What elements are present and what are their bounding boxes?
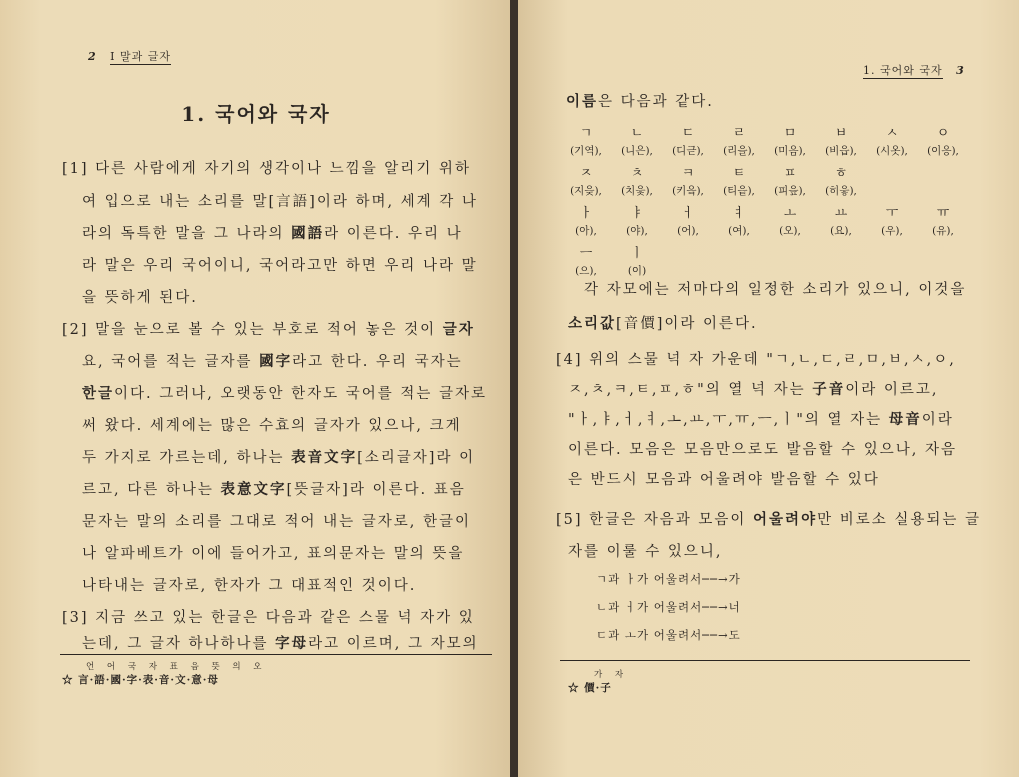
right-intro-line [566,90,714,111]
text-run: 나 알파베트가 이에 들어가고, 표의문자는 말의 뜻을 [82,546,465,562]
jamo-cell [711,202,767,238]
left-body-line [82,382,487,403]
jamo-cell [915,202,971,238]
left-body-line [82,542,464,563]
right-running-head-text: 1. 국어와 국자 [863,64,943,77]
right-body-line [568,378,939,399]
text-run: [1] 다른 사람에게 자기의 생각이나 느낌을 알리기 위하 [62,161,471,177]
text-run: [소리글자]라 이 [357,450,476,466]
jamo-glyph: ㅡ [579,246,593,261]
text-run: [5] 한글은 자음과 모음이 [556,512,754,528]
left-body-line [62,318,475,339]
left-footnote-ruby: 언 어 국 자 표 음 뜻 의 오 [86,662,267,672]
jamo-name: (리을), [723,145,755,157]
text-run: 라고 이르며, 그 자모의 [308,636,479,652]
jamo-cell [711,162,767,198]
jamo-name: (시옷), [876,145,908,157]
text-run: 자를 이룰 수 있으니, [568,544,723,560]
jamo-glyph: ㄴ [630,126,644,141]
text-run: [音價]이라 이른다. [616,316,758,332]
left-running-head-text: Ⅰ 말과 글자 [110,50,171,63]
text-run: 르고, 다른 하나는 [82,482,221,498]
highlighted-term: 소리값 [568,315,617,332]
jamo-cell [813,202,869,238]
jamo-cell [762,162,818,198]
right-body-line [568,438,957,459]
text-run: [4] 위의 스물 넉 자 가운데 "ㄱ,ㄴ,ㄷ,ㄹ,ㅁ,ㅂ,ㅅ,ㅇ, [556,352,956,368]
jamo-cell [762,122,818,158]
jamo-name: (비읍), [825,145,857,157]
jamo-cell [660,202,716,238]
jamo-glyph: ㅏ [579,206,593,221]
right-page [518,0,1019,777]
left-footnote-rule [60,654,492,655]
jamo-name: (야), [626,225,648,237]
left-footnote: ☆ 言·語·國·字·表·音·文·意·母 [62,674,219,686]
left-body-line [82,446,475,467]
text-run: 을 뜻하게 된다. [82,290,198,306]
highlighted-term: 表音文字 [291,449,358,466]
right-body-line [556,348,956,369]
example-line: ㄱ과 ㅏ가 어울려서──→가 [596,572,741,586]
jamo-cell [558,122,614,158]
jamo-cell [558,242,614,278]
left-body-line [62,157,471,178]
jamo-cell [864,122,920,158]
jamo-cell [660,162,716,198]
jamo-cell [609,242,665,278]
right-footnote-rule [560,660,970,661]
text-run: [3] 지금 쓰고 있는 한글은 다음과 같은 스물 넉 자가 있 [62,610,475,626]
right-body-line [568,312,758,333]
jamo-name: (히읗), [825,185,857,197]
jamo-name: (니은), [621,145,653,157]
jamo-cell [609,202,665,238]
right-running-head [863,62,965,78]
jamo-cell [813,122,869,158]
jamo-glyph: ㅑ [630,206,644,221]
jamo-glyph: ㅋ [681,166,695,181]
jamo-name: (어), [677,225,699,237]
text-run: 라고 한다. 우리 국자는 [292,354,463,370]
jamo-glyph: ㅊ [630,166,644,181]
jamo-glyph: ㅜ [885,206,899,221]
text-run: 만 비로소 실용되는 글 [817,512,981,528]
jamo-glyph: ㅌ [732,166,746,181]
right-body-line [556,508,981,529]
jamo-name: (아), [575,225,597,237]
text-run: 이른다. 모음은 모음만으로도 발음할 수 있으나, 자음 [568,442,958,458]
text-run: 는데, 그 글자 하나하나를 [82,636,276,652]
right-body-line [584,278,966,299]
left-body-line [82,286,198,307]
text-run: "ㅏ,ㅑ,ㅓ,ㅕ,ㅗ,ㅛ,ㅜ,ㅠ,ㅡ,ㅣ"의 열 자는 [568,412,889,428]
jamo-glyph: ㅅ [885,126,899,141]
jamo-glyph: ㅁ [783,126,797,141]
jamo-glyph: ㅣ [630,246,644,261]
jamo-cell [762,202,818,238]
right-footnote: ☆ 價·子 [568,682,612,694]
jamo-name: (디귿), [672,145,704,157]
highlighted-term: 字母 [275,635,309,652]
example-line: ㄴ과 ㅓ가 어울려서──→너 [596,600,741,614]
jamo-name: (오), [779,225,801,237]
text-run: 각 자모에는 저마다의 일정한 소리가 있으니, 이것을 [584,282,967,298]
text-run: 라의 독특한 말을 그 나라의 [82,226,292,242]
example-line: ㄷ과 ㅗ가 어울려서──→도 [596,628,741,642]
right-body-line [568,408,954,429]
text-run: 이라 [921,412,954,428]
text-run: 두 가지로 가르는데, 하나는 [82,450,292,466]
highlighted-term: 表意文字 [220,481,287,498]
text-run: 라 말은 우리 국어이니, 국어라고만 하면 우리 나라 말 [82,258,478,274]
jamo-cell [915,122,971,158]
text-run: 이라 이르고, [845,382,939,398]
left-body-line [82,190,478,211]
jamo-name: (미음), [774,145,806,157]
jamo-name: (요), [830,225,852,237]
text-run: 이다. 그러나, 오랫동안 한자도 국어를 적는 글자로 [114,386,488,402]
jamo-glyph: ㅛ [834,206,848,221]
jamo-cell [711,122,767,158]
jamo-name: (우), [881,225,903,237]
jamo-name: (기역), [570,145,602,157]
text-run: [뜻글자]라 이른다. 표음 [286,482,466,498]
jamo-glyph: ㅂ [834,126,848,141]
chapter-title: 1. 국어와 국자 [181,102,331,126]
right-body-line [568,540,723,561]
jamo-glyph: ㅓ [681,206,695,221]
left-body-line [82,574,416,595]
jamo-glyph: ㄹ [732,126,746,141]
jamo-name: (치읓), [621,185,653,197]
left-body-line [82,350,463,371]
left-page-number: 2 [88,50,97,63]
left-body-line [82,510,471,531]
highlighted-term: 子音 [812,381,846,398]
text-run: 여 입으로 내는 소리를 말[言語]이라 하며, 세계 각 나 [82,194,478,210]
text-run: 나타내는 글자로, 한자가 그 대표적인 것이다. [82,578,417,594]
text-run: 써 왔다. 세계에는 많은 수효의 글자가 있으나, 크게 [82,418,462,434]
jamo-cell [609,122,665,158]
highlighted-term: 글자 [442,321,475,338]
jamo-cell [660,122,716,158]
left-body-line [82,632,479,653]
right-footnote-ruby: 가 자 [594,670,629,680]
left-body-line [62,606,475,627]
jamo-name: (유), [932,225,954,237]
highlighted-term: 이름 [566,93,599,110]
jamo-cell [813,162,869,198]
text-run: 문자는 말의 소리를 그대로 적어 내는 글자로, 한글이 [82,514,472,530]
jamo-name: (티읕), [723,185,755,197]
right-page-number: 3 [956,64,965,77]
highlighted-term: 國語 [291,225,325,242]
jamo-cell [558,202,614,238]
text-run: 은 반드시 모음과 어울려야 발음할 수 있다 [568,472,880,488]
jamo-name: (이) [627,265,647,277]
jamo-glyph: ㅍ [783,166,797,181]
left-body-line [82,414,462,435]
text-run: 요, 국어를 적는 글자를 [82,354,260,370]
jamo-name: (이응), [927,145,959,157]
jamo-name: (키읔), [672,185,704,197]
jamo-glyph: ㄷ [681,126,695,141]
jamo-name: (여), [728,225,750,237]
left-running-head [88,48,171,64]
left-body-line [82,254,478,275]
jamo-name: (피읖), [774,185,806,197]
jamo-name: (지읒), [570,185,602,197]
right-body-line [568,468,880,489]
jamo-name: (으), [575,265,597,277]
left-body-line [82,478,466,499]
highlighted-term: 國字 [259,353,293,370]
jamo-glyph: ㅗ [783,206,797,221]
jamo-cell [864,202,920,238]
highlighted-term: 母音 [888,411,922,428]
text-run: 은 다음과 같다. [598,94,714,110]
jamo-glyph: ㅕ [732,206,746,221]
jamo-glyph: ㄱ [579,126,593,141]
jamo-glyph: ㅠ [936,206,950,221]
left-body-line [82,222,463,243]
text-run: 라 이른다. 우리 나 [324,226,463,242]
jamo-cell [558,162,614,198]
jamo-glyph: ㅎ [834,166,848,181]
text-run: [2] 말을 눈으로 볼 수 있는 부호로 적어 놓은 것이 [62,322,443,338]
text-run: ㅈ,ㅊ,ㅋ,ㅌ,ㅍ,ㅎ"의 열 넉 자는 [568,382,813,398]
jamo-cell [609,162,665,198]
jamo-glyph: ㅈ [579,166,593,181]
highlighted-term: 한글 [82,385,115,402]
highlighted-term: 어울려야 [753,511,818,528]
jamo-glyph: ㅇ [936,126,950,141]
